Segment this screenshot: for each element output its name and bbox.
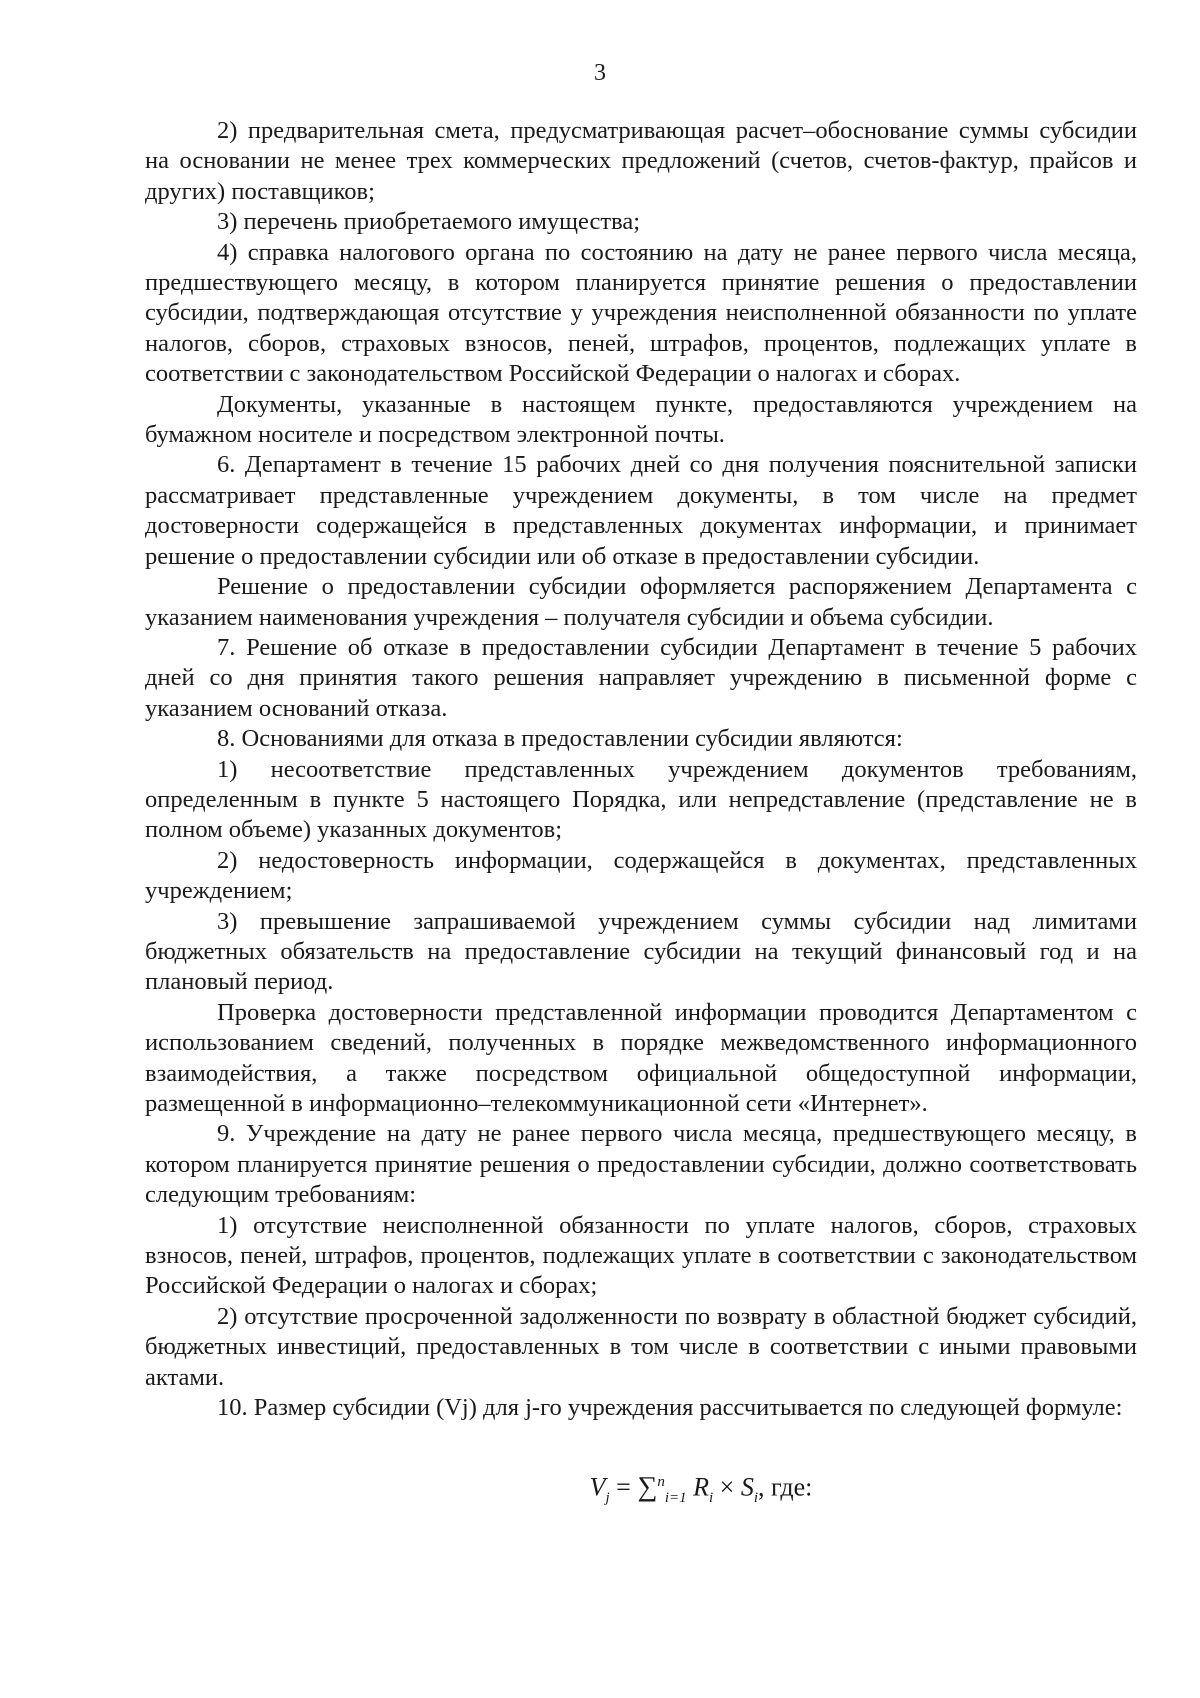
paragraph-item-8: 8. Основаниями для отказа в предоставлении субсидии являются:	[217, 725, 903, 753]
formula-suffix: , где:	[758, 1473, 813, 1503]
formula-lhs-sub: j	[605, 1490, 610, 1507]
paragraph-documents-delivery: Документы, указанные в настоящем пункте, предоставляются учреждением на бумажном носителе и посредством электронной почты.	[145, 390, 1137, 449]
paragraph-property-list: 3) перечень приобретаемого имущества;	[217, 208, 640, 236]
paragraph-item-10: 10. Размер субсидии (Vj) для j-го учреждения рассчитывается по следующей формуле:	[217, 1394, 1123, 1422]
paragraph-refusal-ground-3: 3) превышение запрашиваемой учреждением суммы субсидии над лимитами бюджетных обязательств на предоставление субсидии на текущий финансовый год и на плановый период.	[145, 907, 1137, 996]
sum-upper-limit: n	[657, 1474, 665, 1491]
paragraph-item-9: 9. Учреждение на дату не ранее первого числа месяца, предшествующего месяцу, в котором планируется принятие решения о предоставлении субсидии, должно соответствовать следующим требованиям:	[145, 1120, 1137, 1209]
paragraph-requirement-2: 2) отсутствие просроченной задолженности по возврату в областной бюджет субсидий, бюджетных инвестиций, предоставленных в том числе в соответствии с иными правовыми актами.	[145, 1302, 1137, 1391]
formula-equals: =	[609, 1473, 638, 1503]
formula-term-r-sub: i	[709, 1490, 714, 1507]
paragraph-requirement-1: 1) отсутствие неисполненной обязанности по уплате налогов, сборов, страховых взносов, пеней, штрафов, процентов, подлежащих уплате в соответствии с законодательством Российской Федерации о налогах и сборах;	[145, 1211, 1137, 1300]
formula-times: ×	[713, 1473, 741, 1503]
document-body	[145, 116, 1137, 1514]
paragraph-item-6: 6. Департамент в течение 15 рабочих дней со дня получения пояснительной записки рассматривает представленные учреждением документы, в том числе на предмет достоверности содержащейся в представленных документах информации, и принимает решение о предоставлении субсидии или об отказе в предоставлении субсидии.	[145, 451, 1137, 570]
paragraph-refusal-ground-1: 1) несоответствие представленных учреждением документов требованиям, определенным в пункте 5 настоящего Порядка, или непредставление (представление не в полном объеме) указанных документов;	[145, 755, 1137, 844]
paragraph-decision-order: Решение о предоставлении субсидии оформляется распоряжением Департамента с указанием наименования учреждения – получателя субсидии и объема субсидии.	[145, 573, 1137, 631]
paragraph-estimate: 2) предварительная смета, предусматривающая расчет–обоснование суммы субсидии на основании не менее трех коммерческих предложений (счетов, счетов-фактур, прайсов и других) поставщиков;	[145, 117, 1137, 205]
paragraph-tax-certificate: 4) справка налогового органа по состоянию на дату не ранее первого числа месяца, предшествующего месяцу, в котором планируется принятие решения о предоставлении субсидии, подтверждающая отсутствие у учреждения неисполненной обязанности по уплате налогов, сборов, страховых взносов, пеней, штрафов, процентов, подлежащих уплате в соответствии с законодательством Российской Федерации о налогах и сборах.	[145, 238, 1137, 388]
formula-term-s: S	[740, 1473, 754, 1503]
formula-lhs: V	[589, 1473, 606, 1503]
formula-term-s-sub: i	[753, 1490, 759, 1507]
page-number: 3	[594, 60, 606, 86]
paragraph-refusal-ground-2: 2) недостоверность информации, содержащейся в документах, представленных учреждением;	[145, 846, 1137, 905]
paragraph-verification: Проверка достоверности представленной информации проводится Департаментом с использованием сведений, полученных в порядке межведомственного информационного взаимодействия, а также посредством официальной общедоступной информации, размещенной в информационно–телекоммуникационной сети «Интернет».	[145, 998, 1137, 1117]
formula-term-r: R	[693, 1473, 709, 1503]
sum-lower-limit: i=1	[664, 1490, 687, 1507]
paragraph-item-7: 7. Решение об отказе в предоставлении субсидии Департамент в течение 5 рабочих дней со дня принятия такого решения направляет учреждению в письменной форме с указанием оснований отказа.	[145, 633, 1137, 722]
sum-symbol: ∑	[637, 1472, 658, 1504]
subsidy-formula	[145, 1467, 1137, 1513]
